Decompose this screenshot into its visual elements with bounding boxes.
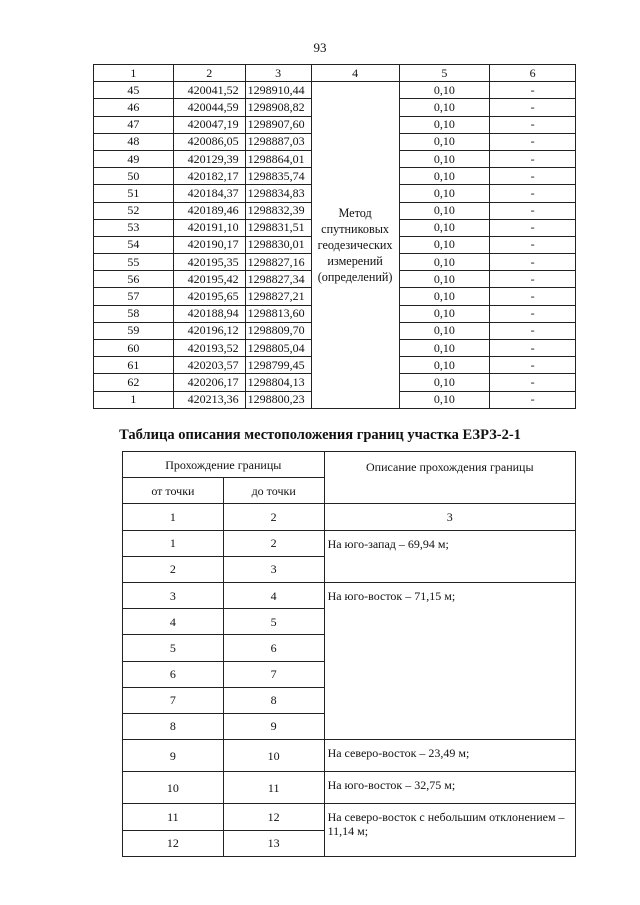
- table-row: [123, 772, 576, 804]
- coordinate-x: 420188,94: [173, 305, 245, 322]
- table-row: [94, 82, 576, 99]
- from-point: 10: [123, 772, 224, 804]
- point-number: 45: [94, 82, 174, 99]
- accuracy-value: 0,10: [399, 82, 490, 99]
- coordinate-x: 420044,59: [173, 99, 245, 116]
- point-number: 60: [94, 340, 174, 357]
- coordinate-x: 420184,37: [173, 185, 245, 202]
- coordinate-y: 1298799,45: [245, 357, 311, 374]
- from-point: 1: [123, 530, 224, 556]
- coordinate-y: 1298804,13: [245, 374, 311, 391]
- to-point: 5: [223, 609, 324, 635]
- accuracy-value: 0,10: [399, 116, 490, 133]
- measurement-method: [311, 82, 399, 409]
- extra-value: -: [490, 271, 576, 288]
- coordinate-y: 1298827,34: [245, 271, 311, 288]
- boundary-description: На северо-восток – 23,49 м;: [324, 740, 575, 772]
- extra-value: -: [490, 254, 576, 271]
- coordinate-y: 1298907,60: [245, 116, 311, 133]
- accuracy-value: 0,10: [399, 254, 490, 271]
- coordinates-table: [93, 64, 576, 409]
- method-line: спутниковых: [321, 221, 389, 236]
- accuracy-value: 0,10: [399, 219, 490, 236]
- table-row: [123, 582, 576, 608]
- boundary-description: На северо-восток с небольшим отклонением – 11,14 м;: [324, 804, 575, 856]
- point-number: 55: [94, 254, 174, 271]
- from-point: 6: [123, 661, 224, 687]
- coordinate-y: 1298834,83: [245, 185, 311, 202]
- coordinate-y: 1298805,04: [245, 340, 311, 357]
- from-point: 3: [123, 582, 224, 608]
- extra-value: -: [490, 340, 576, 357]
- bounds-column-numbers-row: [123, 504, 576, 530]
- from-point: 12: [123, 830, 224, 856]
- point-number: 56: [94, 271, 174, 288]
- accuracy-value: 0,10: [399, 202, 490, 219]
- coordinate-x: 420047,19: [173, 116, 245, 133]
- point-number: 53: [94, 219, 174, 236]
- column-number: 1: [94, 65, 174, 82]
- accuracy-value: 0,10: [399, 150, 490, 167]
- to-point: 10: [223, 740, 324, 772]
- point-number: 46: [94, 99, 174, 116]
- coordinate-x: 420206,17: [173, 374, 245, 391]
- point-number: 51: [94, 185, 174, 202]
- extra-value: -: [490, 322, 576, 339]
- coordinate-y: 1298827,21: [245, 288, 311, 305]
- accuracy-value: 0,10: [399, 357, 490, 374]
- extra-value: -: [490, 202, 576, 219]
- accuracy-value: 0,10: [399, 185, 490, 202]
- point-number: 54: [94, 236, 174, 253]
- extra-value: -: [490, 305, 576, 322]
- to-point: 7: [223, 661, 324, 687]
- extra-value: -: [490, 236, 576, 253]
- extra-value: -: [490, 116, 576, 133]
- coordinate-y: 1298809,70: [245, 322, 311, 339]
- coordinate-x: 420182,17: [173, 168, 245, 185]
- extra-value: -: [490, 357, 576, 374]
- extra-value: -: [490, 133, 576, 150]
- boundary-description: На юго-восток – 32,75 м;: [324, 772, 575, 804]
- header-from-point: от точки: [123, 478, 224, 504]
- extra-value: -: [490, 82, 576, 99]
- from-point: 11: [123, 804, 224, 830]
- coordinate-x: 420191,10: [173, 219, 245, 236]
- point-number: 52: [94, 202, 174, 219]
- column-number: 3: [245, 65, 311, 82]
- column-number: 5: [399, 65, 490, 82]
- coordinate-y: 1298830,01: [245, 236, 311, 253]
- method-line: Метод: [338, 205, 372, 220]
- coordinate-y: 1298835,74: [245, 168, 311, 185]
- coordinate-y: 1298832,39: [245, 202, 311, 219]
- page-number: 93: [313, 40, 327, 55]
- accuracy-value: 0,10: [399, 168, 490, 185]
- coordinate-x: 420195,35: [173, 254, 245, 271]
- extra-value: -: [490, 391, 576, 408]
- coordinate-x: 420196,12: [173, 322, 245, 339]
- extra-value: -: [490, 150, 576, 167]
- method-line: геодезических: [317, 237, 393, 252]
- to-point: 3: [223, 556, 324, 582]
- extra-value: -: [490, 99, 576, 116]
- boundary-description-table: [122, 451, 576, 857]
- coordinate-y: 1298908,82: [245, 99, 311, 116]
- accuracy-value: 0,10: [399, 133, 490, 150]
- point-number: 47: [94, 116, 174, 133]
- coordinate-y: 1298864,01: [245, 150, 311, 167]
- coordinate-x: 420213,36: [173, 391, 245, 408]
- header-to-point: до точки: [223, 478, 324, 504]
- to-point: 13: [223, 830, 324, 856]
- from-point: 2: [123, 556, 224, 582]
- from-point: 8: [123, 713, 224, 739]
- coordinate-x: 420195,65: [173, 288, 245, 305]
- column-number: 3: [324, 504, 575, 530]
- point-number: 62: [94, 374, 174, 391]
- coordinate-x: 420086,05: [173, 133, 245, 150]
- accuracy-value: 0,10: [399, 391, 490, 408]
- point-number: 58: [94, 305, 174, 322]
- point-number: 49: [94, 150, 174, 167]
- point-number: 61: [94, 357, 174, 374]
- coordinate-y: 1298800,23: [245, 391, 311, 408]
- to-point: 12: [223, 804, 324, 830]
- to-point: 6: [223, 635, 324, 661]
- coordinate-x: 420193,52: [173, 340, 245, 357]
- column-number: 6: [490, 65, 576, 82]
- table-row: [123, 530, 576, 556]
- from-point: 4: [123, 609, 224, 635]
- header-passage: Прохождение границы: [123, 452, 325, 478]
- extra-value: -: [490, 374, 576, 391]
- coordinate-y: 1298827,16: [245, 254, 311, 271]
- column-number: 1: [123, 504, 224, 530]
- accuracy-value: 0,10: [399, 305, 490, 322]
- accuracy-value: 0,10: [399, 322, 490, 339]
- coordinate-x: 420203,57: [173, 357, 245, 374]
- boundary-description: На юго-запад – 69,94 м;: [324, 530, 575, 582]
- point-number: 57: [94, 288, 174, 305]
- point-number: 1: [94, 391, 174, 408]
- to-point: 2: [223, 530, 324, 556]
- extra-value: -: [490, 168, 576, 185]
- accuracy-value: 0,10: [399, 236, 490, 253]
- coordinate-y: 1298910,44: [245, 82, 311, 99]
- point-number: 50: [94, 168, 174, 185]
- header-description: Описание прохождения границы: [324, 452, 575, 504]
- coordinate-y: 1298831,51: [245, 219, 311, 236]
- table-title: Таблица описания местоположения границ участка ЕЗРЗ-2-1: [119, 427, 521, 443]
- to-point: 4: [223, 582, 324, 608]
- table-row: [123, 804, 576, 830]
- bounds-header-row: [123, 452, 576, 478]
- method-line: (определений): [317, 269, 393, 284]
- extra-value: -: [490, 219, 576, 236]
- accuracy-value: 0,10: [399, 288, 490, 305]
- coordinate-x: 420190,17: [173, 236, 245, 253]
- accuracy-value: 0,10: [399, 340, 490, 357]
- table-row: [123, 740, 576, 772]
- extra-value: -: [490, 185, 576, 202]
- to-point: 11: [223, 772, 324, 804]
- column-number: 4: [311, 65, 399, 82]
- method-line: измерений: [327, 253, 383, 268]
- coordinate-x: 420195,42: [173, 271, 245, 288]
- coordinate-y: 1298887,03: [245, 133, 311, 150]
- from-point: 7: [123, 687, 224, 713]
- to-point: 8: [223, 687, 324, 713]
- extra-value: -: [490, 288, 576, 305]
- coordinates-header-row: [94, 65, 576, 82]
- column-number: 2: [223, 504, 324, 530]
- accuracy-value: 0,10: [399, 271, 490, 288]
- accuracy-value: 0,10: [399, 99, 490, 116]
- to-point: 9: [223, 713, 324, 739]
- coordinate-x: 420129,39: [173, 150, 245, 167]
- from-point: 5: [123, 635, 224, 661]
- point-number: 59: [94, 322, 174, 339]
- boundary-description: На юго-восток – 71,15 м;: [324, 582, 575, 739]
- point-number: 48: [94, 133, 174, 150]
- coordinate-y: 1298813,60: [245, 305, 311, 322]
- accuracy-value: 0,10: [399, 374, 490, 391]
- coordinate-x: 420041,52: [173, 82, 245, 99]
- from-point: 9: [123, 740, 224, 772]
- coordinate-x: 420189,46: [173, 202, 245, 219]
- column-number: 2: [173, 65, 245, 82]
